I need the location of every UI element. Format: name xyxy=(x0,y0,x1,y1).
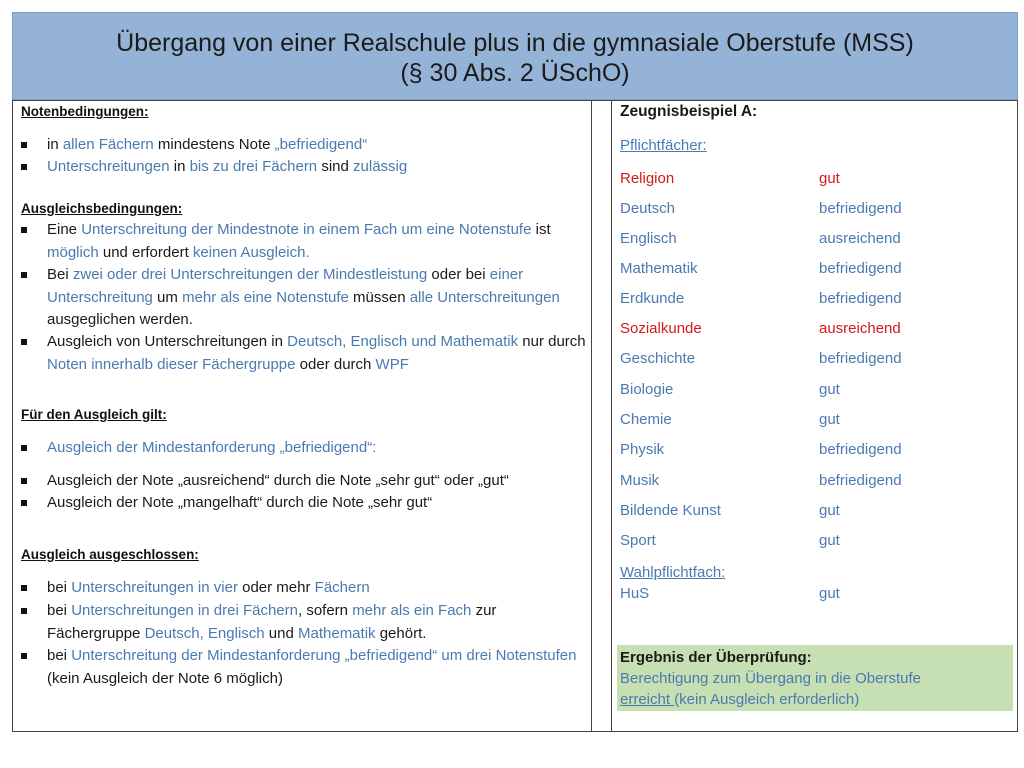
subject-name: HuS xyxy=(620,585,650,602)
subject-name: Deutsch xyxy=(620,200,676,217)
list-item: bei Unterschreitungen in vier oder mehr Fächern xyxy=(47,579,370,596)
grade-value: gut xyxy=(819,502,840,519)
subject-name: Chemie xyxy=(620,411,672,428)
list-item: in allen Fächern mindestens Note „befriedigend“ xyxy=(47,136,368,153)
grade-value: gut xyxy=(819,532,840,549)
result-box xyxy=(617,645,1013,711)
title-line-2: (§ 30 Abs. 2 ÜSchO) xyxy=(400,59,630,87)
subject-name: Sozialkunde xyxy=(620,320,702,337)
subject-name: Biologie xyxy=(620,381,674,398)
subject-name: Geschichte xyxy=(620,350,696,367)
result-line-1: Berechtigung zum Übergang in die Oberstufe xyxy=(620,670,922,687)
grade-value: gut xyxy=(819,381,840,398)
grade-value: ausreichend xyxy=(819,230,901,247)
subject-name: Sport xyxy=(620,532,656,549)
title-banner xyxy=(12,12,1018,100)
subject-name: Erdkunde xyxy=(620,290,685,307)
list-item: Ausgleich der Mindestanforderung „befriedigend“: xyxy=(47,439,377,456)
grade-value: befriedigend xyxy=(819,441,902,458)
example-heading: Zeugnisbeispiel A: xyxy=(620,103,758,120)
grade-value: gut xyxy=(819,411,840,428)
result-line-2: erreicht (kein Ausgleich erforderlich) xyxy=(620,691,860,708)
grade-value: gut xyxy=(819,585,840,602)
subject-name: Mathematik xyxy=(620,260,698,277)
noten-heading: Notenbedingungen: xyxy=(21,104,149,119)
subject-name: Bildende Kunst xyxy=(620,502,721,519)
grade-value: befriedigend xyxy=(819,200,902,217)
subject-name: Physik xyxy=(620,441,665,458)
grade-value: befriedigend xyxy=(819,472,902,489)
list-item: Ausgleich der Note „ausreichend“ durch die Note „sehr gut“ oder „gut“ xyxy=(47,472,509,489)
list-item: Eine Unterschreitung der Mindestnote in einem Fach um eine Notenstufe ist möglich und erfordert keinen Ausgleich. xyxy=(47,221,551,261)
grade-value: befriedigend xyxy=(819,290,902,307)
list-item: Bei zwei oder drei Unterschreitungen der Mindestleistung oder bei einer Unterschreitung um mehr als eine Notenstufe müssen alle Unterschreitungen ausgeglichen werden. xyxy=(47,266,560,328)
rules-panel xyxy=(12,100,592,732)
list-item: bei Unterschreitung der Mindestanforderung „befriedigend“ um drei Notenstufen (kein Ausgleich der Note 6 möglich) xyxy=(47,647,577,687)
aus-heading: Ausgleich ausgeschlossen: xyxy=(21,547,199,562)
spacer-column xyxy=(591,100,612,732)
title-line-1: Übergang von einer Realschule plus in die gymnasiale Oberstufe (MSS) xyxy=(116,29,914,57)
subject-name: Musik xyxy=(620,472,660,489)
grade-value: ausreichend xyxy=(819,320,901,337)
grade-value: befriedigend xyxy=(819,260,902,277)
grade-value: gut xyxy=(819,170,840,187)
list-item: bei Unterschreitungen in drei Fächern, sofern mehr als ein Fach zur Fächergruppe Deutsch, Englisch und Mathematik gehört. xyxy=(47,602,497,642)
list-item: Unterschreitungen in bis zu drei Fächern sind zulässig xyxy=(47,158,408,175)
list-item: Ausgleich von Unterschreitungen in Deutsch, Englisch und Mathematik nur durch Noten innerhalb dieser Fächergruppe oder durch WPF xyxy=(47,333,586,373)
result-heading: Ergebnis der Überprüfung: xyxy=(620,649,812,666)
list-item: Ausgleich der Note „mangelhaft“ durch die Note „sehr gut“ xyxy=(47,494,433,511)
subject-name: Englisch xyxy=(620,230,677,247)
grade-value: befriedigend xyxy=(819,350,902,367)
fuer-heading: Für den Ausgleich gilt: xyxy=(21,407,167,422)
pflicht-label: Pflichtfächer: xyxy=(620,137,707,154)
subject-name: Religion xyxy=(620,170,675,187)
ausgleichsbed-heading: Ausgleichsbedingungen: xyxy=(21,201,183,216)
example-panel: Zeugnisbeispiel A: Pflichtfächer: Religion gut Deutsch befriedigend Englisch ausreichend Mathematik befriedigend Erdkunde befriedigend Sozialkunde ausreichend Geschichte befriedigend Biologie gut Chemie gut Physik befriedigend Musik befriedigend Bildende Kunst gut Sport gut Wahlpflichtfach: HuS gut Ergebnis der Überprüfung: Berechtigung zum Übergang in die Oberstufe erreicht (kein Ausgleich erforderlich) xyxy=(611,100,1018,732)
